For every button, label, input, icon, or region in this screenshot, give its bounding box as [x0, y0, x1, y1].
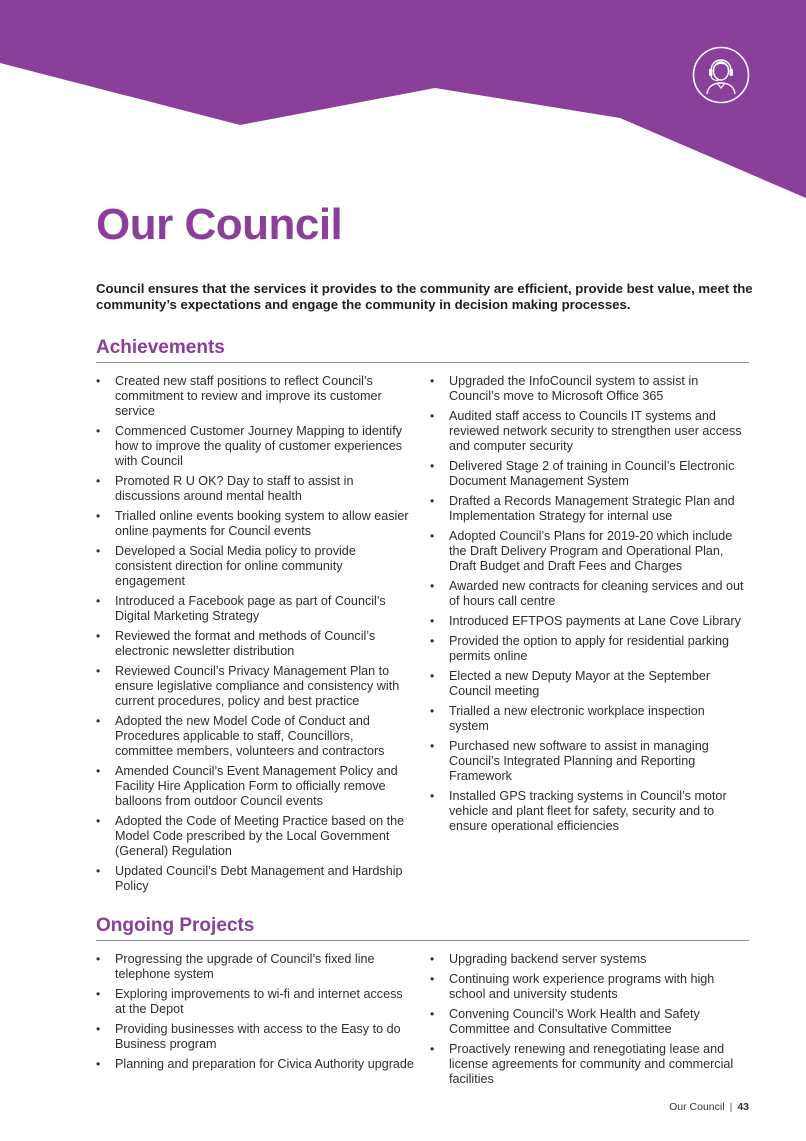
achievements-left-list — [96, 374, 414, 899]
list-item: • Adopted the Code of Meeting Practice based on the Model Code prescribed by the Local Government (General) Regulation — [96, 814, 405, 858]
list-item: • Proactively renewing and renegotiating lease and license agreements for community and commercial facilities — [430, 1042, 734, 1086]
page-footer — [669, 1101, 749, 1113]
footer-section-label: Our Council — [669, 1101, 725, 1113]
list-item: • Trialled a new electronic workplace inspection system — [430, 704, 705, 733]
page-number: 43 — [737, 1101, 749, 1113]
page-title: Our Council — [96, 200, 343, 249]
list-item: • Awarded new contracts for cleaning services and out of hours call centre — [430, 579, 744, 608]
list-item: • Adopted the new Model Code of Conduct and Procedures applicable to staff, Councillors, committee members, volunteers and contractors — [96, 714, 385, 758]
ongoing-projects-heading: Ongoing Projects — [96, 915, 749, 941]
list-item: • Upgraded the InfoCouncil system to assist in Council’s move to Microsoft Office 365 — [430, 374, 699, 403]
list-item: • Amended Council’s Event Management Policy and Facility Hire Application Form to officially remove balloons from outdoor Council events — [96, 764, 398, 808]
list-item: • Audited staff access to Councils IT systems and reviewed network security to strengthen user access and computer security — [430, 409, 742, 453]
list-item: • Delivered Stage 2 of training in Council’s Electronic Document Management System — [430, 459, 735, 488]
achievements-right-list — [430, 374, 748, 839]
list-item: • Elected a new Deputy Mayor at the September Council meeting — [430, 669, 711, 698]
list-item: • Provided the option to apply for residential parking permits online — [430, 634, 730, 663]
footer-separator: | — [729, 1101, 733, 1113]
list-item: • Adopted Council’s Plans for 2019-20 which include the Draft Delivery Program and Operational Plan, Draft Budget and Draft Fees and Charges — [430, 529, 733, 573]
list-item: • Planning and preparation for Civica Authority upgrade — [96, 1057, 414, 1071]
list-item: • Convening Council’s Work Health and Safety Committee and Consultative Committee — [430, 1007, 700, 1036]
list-item: • Purchased new software to assist in managing Council’s Integrated Planning and Reporting Framework — [430, 739, 709, 783]
list-item: • Introduced a Facebook page as part of Council’s Digital Marketing Strategy — [96, 594, 386, 623]
list-item: • Updated Council’s Debt Management and Hardship Policy — [96, 864, 403, 893]
list-item: • Introduced EFTPOS payments at Lane Cove Library — [430, 614, 741, 628]
list-item: • Continuing work experience programs with high school and university students — [430, 972, 715, 1001]
list-item: • Promoted R U OK? Day to staff to assist in discussions around mental health — [96, 474, 354, 503]
achievements-heading: Achievements — [96, 337, 749, 363]
list-item: • Upgrading backend server systems — [430, 952, 647, 966]
intro-paragraph: Council ensures that the services it provides to the community are efficient, provide best value, meet the community’s expectations and engage the community in decision making processes. — [96, 281, 753, 312]
list-item: • Reviewed the format and methods of Council’s electronic newsletter distribution — [96, 629, 376, 658]
banner-shape — [0, 0, 806, 200]
header-banner — [0, 0, 806, 200]
list-item: • Drafted a Records Management Strategic Plan and Implementation Strategy for internal use — [430, 494, 735, 523]
list-item: • Providing businesses with access to the Easy to do Business program — [96, 1022, 401, 1051]
list-item: • Installed GPS tracking systems in Council’s motor vehicle and plant fleet for safety, security and to ensure operational efficiencies — [430, 789, 727, 833]
list-item: • Exploring improvements to wi-fi and internet access at the Depot — [96, 987, 403, 1016]
ongoing-left-list — [96, 952, 414, 1077]
list-item: • Created new staff positions to reflect Council’s commitment to review and improve its customer service — [96, 374, 382, 418]
ongoing-right-list — [430, 952, 748, 1092]
list-item: • Developed a Social Media policy to provide consistent direction for online community engagement — [96, 544, 356, 588]
list-item: • Progressing the upgrade of Council’s fixed line telephone system — [96, 952, 375, 981]
list-item: • Trialled online events booking system to allow easier online payments for Council events — [96, 509, 409, 538]
list-item: • Commenced Customer Journey Mapping to identify how to improve the quality of customer experiences with Council — [96, 424, 402, 468]
list-item: • Reviewed Council’s Privacy Management Plan to ensure legislative compliance and consistency with current procedures, policy and best practice — [96, 664, 400, 708]
customer-service-headset-icon — [692, 46, 750, 104]
